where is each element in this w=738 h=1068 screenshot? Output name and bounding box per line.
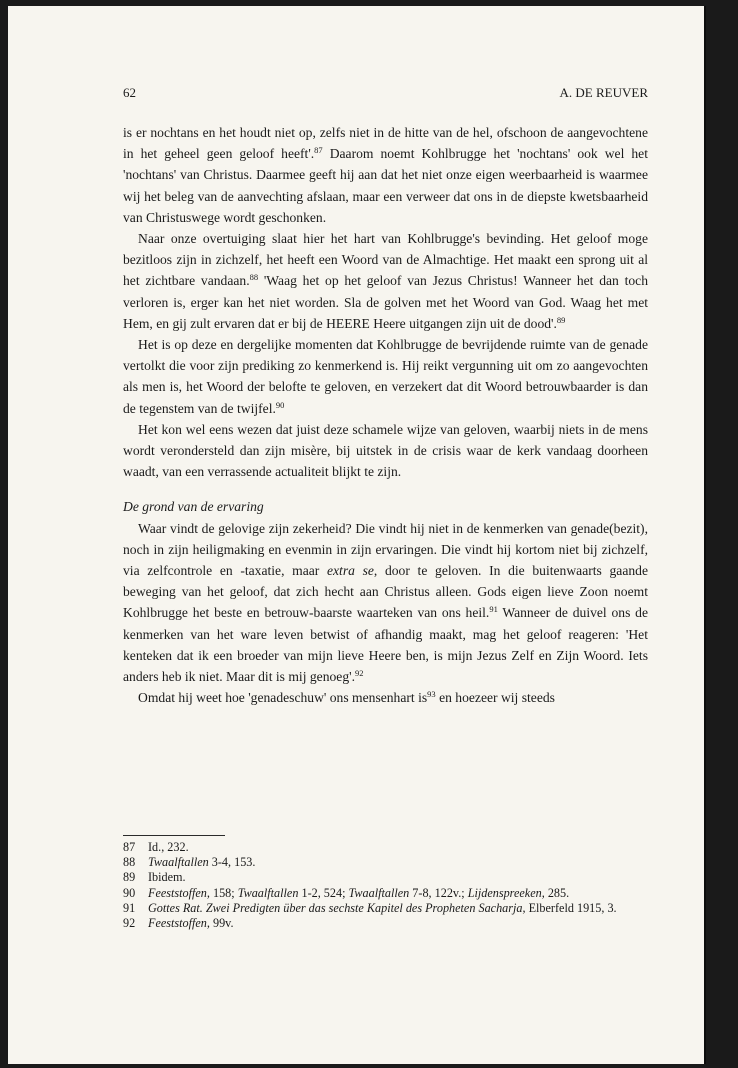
footnote-ref[interactable]: 92 (354, 668, 364, 679)
paragraph: Waar vindt de gelovige zijn zekerheid? Die vindt hij niet in de kenmerken van genade(bezit), noch in zijn heiligmaking en evenmin in zijn ervaringen. Die vindt hij kortom niet bij zichzelf, via zelfcontrole en -taxatie, maar extra se, door te geloven. In die buitenwaarts gaande beweging van het geloof, dat zich hecht aan Christus alleen. Gods eigen lieve Zoon noemt Kohlbrugge het beste en betrouw-baarste waarteken van ons heil.$^{91}$ Wanneer de duivel ons de kenmerken van het ware leven betwist of afhandig maakt, mag het geloof reageren: 'Het kenteken dat ik een broeder van mijn lieve Heere ben, is mijn Jezus Zelf en Zijn Woord. Iets anders heb ik niet. Maar dit is mij genoeg'.$^{92}$ (123, 520, 648, 685)
footnote-88: 88 Twaalftallen 3-4, 153. (123, 855, 256, 870)
running-header (123, 85, 648, 101)
paragraph: is er nochtans en het houdt niet op, zelfs niet in de hitte van de hel, ofschoon de aangevochtene in het geheel geen geloof heeft'.$^{87}$ Daarom noemt Kohlbrugge het 'nochtans' ook wel het 'nochtans' van Christus. Daarmee geeft hij aan dat het niet onze eigen weerbaarheid is waarmee wij het beleg van de aanvechting afslaan, maar een verweer dat ons in de diepste kwetsbaarheid van Christuswege wordt geschonken. (123, 125, 648, 225)
footnote-ref[interactable]: 93 (427, 689, 436, 700)
footnote-divider (123, 835, 225, 836)
footnote-ref[interactable]: 87 (314, 145, 323, 156)
footnote-ref[interactable]: 90 (275, 399, 285, 410)
running-title: A. DE REUVER (559, 85, 648, 100)
paragraph: Het is op deze en dergelijke momenten dat Kohlbrugge de bevrijdende ruimte van de genade vertolkt die voor zijn prediking zo kenmerkend is. Hij reikt vergunning uit om zo aangevochten als men is, het Woord der belofte te geloven, en verzekert dat dit Woord betrouwbaarder is dan de tegenstem van de twijfel.$^{90}$ (123, 337, 648, 416)
footnote-89: 89 Ibidem. (123, 870, 186, 885)
paragraph: Omdat hij weet hoe 'genadeschuw' ons mensenhart $is^{93}$ en hoezeer wij steeds (138, 689, 555, 706)
footnote-91: 91 Gottes Rat. Zwei Predigten über das sechste Kapitel des Propheten Sacharja, Elberfeld 1915, 3. (123, 900, 617, 915)
paragraph: Het kon wel eens wezen dat juist deze schamele wijze van geloven, waarbij niets in de mens wordt verondersteld dan zijn misère, bij uitstek in de crisis waar de kerk vandaag doorheen waadt, van een verrassende actualiteit blijkt te zijn. (123, 421, 648, 480)
footnote-ref[interactable]: 91 (489, 604, 498, 615)
section-heading: De grond van de ervaring (123, 499, 264, 515)
footnote-ref[interactable]: 89 (556, 314, 566, 325)
footnote-92: 92 Feeststoffen, 99v. (123, 916, 234, 931)
footnote-87: 87 Id., 232. (123, 840, 189, 854)
footnote-ref[interactable]: 88 (249, 272, 259, 283)
book-page (8, 6, 706, 1064)
footnote-90: 90 Feeststoffen, 158; Twaalftallen 1-2, 524; Twaalftallen 7-8, 122v.; Lijdenspreeken, 285. (123, 885, 570, 900)
footnotes (123, 840, 648, 931)
paragraph: Naar onze overtuiging slaat hier het hart van Kohlbrugge's bevinding. Het geloof moge bezitloos zijn in zichzelf, het heeft een Woord van de Almachtige. Het maakt een sprong uit al het zichtbare vandaan.$^{88}$ 'Waag het op het geloof van Jezus Christus! Wanneer het dan toch verloren is, erger kan het niet worden. Sla de golven met het Woord van God. Waag het met Hem, en gij zult ervaren dat er bij de HEERE Heere uitgangen zijn uit de dood'.$^{89}$ (123, 231, 648, 331)
page-number: 62 (123, 85, 136, 100)
body-text (123, 122, 648, 708)
